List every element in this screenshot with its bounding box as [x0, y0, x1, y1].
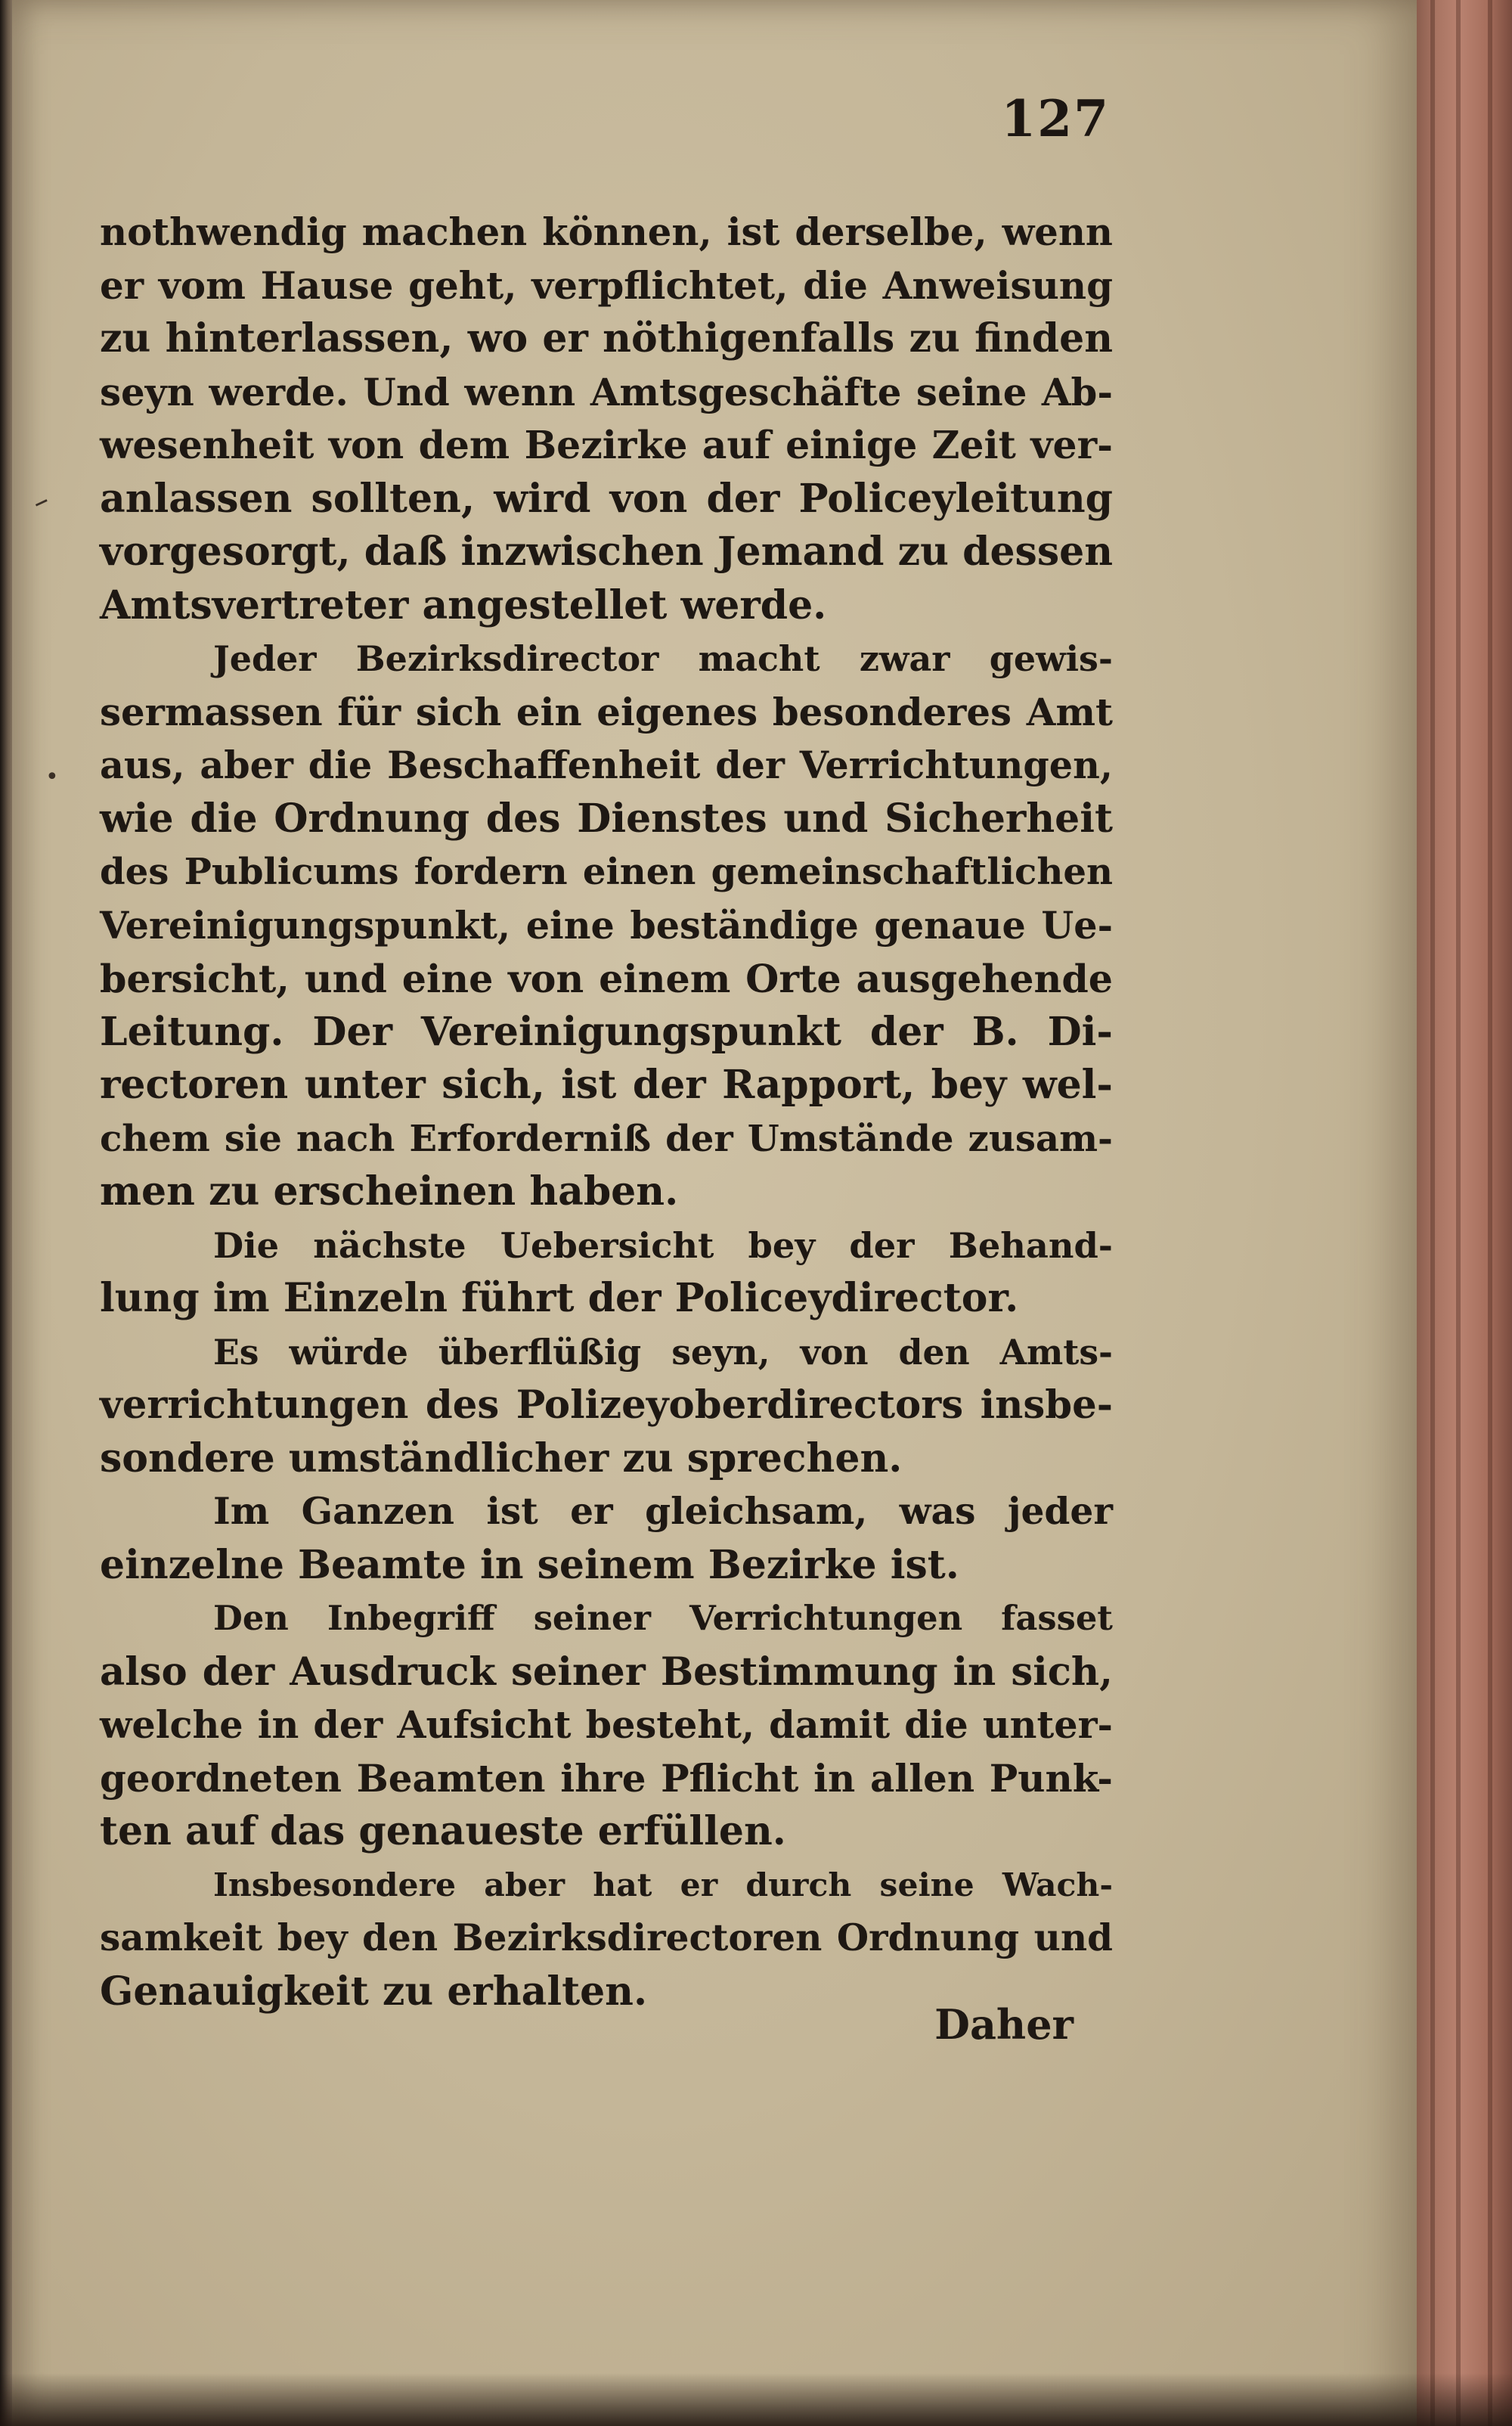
text-line: Insbesondere aber hat er durch seine Wach-	[213, 1866, 1113, 1904]
text-line: sondere umständlicher zu sprechen.	[100, 1435, 903, 1481]
text-line: ten auf das genaueste erfüllen.	[100, 1808, 786, 1854]
text-line: zu hinterlassen, wo er nöthigenfalls zu finden	[100, 315, 1113, 361]
text-line: Die nächste Uebersicht bey der Behand-	[213, 1224, 1113, 1266]
text-line: einzelne Beamte in seinem Bezirke ist.	[100, 1541, 959, 1588]
book-spine-edge	[1417, 0, 1512, 2426]
text-line: rectoren unter sich, ist der Rapport, bey wel-	[100, 1062, 1113, 1108]
spine-stripe	[1488, 0, 1492, 2426]
text-line: des Publicums fordern einen gemeinschaftlichen	[100, 851, 1113, 893]
margin-dot-mark: •	[45, 764, 59, 790]
text-line: Amtsvertreter angestellet werde.	[100, 582, 827, 628]
text-line: bersicht, und eine von einem Orte ausgehende	[100, 956, 1113, 1001]
bottom-shadow	[0, 2373, 1512, 2426]
text-line: men zu erscheinen haben.	[100, 1168, 679, 1215]
text-line: wesenheit von dem Bezirke auf einige Zeit ver-	[100, 423, 1113, 467]
text-line: Im Ganzen ist er gleichsam, was jeder	[213, 1490, 1113, 1533]
text-line: sermassen für sich ein eigenes besonderes Amt	[100, 689, 1113, 734]
text-line: also der Ausdruck seiner Bestimmung in sich,	[100, 1649, 1113, 1695]
text-line: anlassen sollten, wird von der Policeyleitung	[100, 475, 1113, 522]
text-line: Jeder Bezirksdirector macht zwar gewis-	[213, 638, 1113, 679]
text-line: vorgesorgt, daß inzwischen Jemand zu dessen	[100, 529, 1113, 575]
text-line: aus, aber die Beschaffenheit der Verrichtungen,	[100, 743, 1113, 787]
text-line: Genauigkeit zu erhalten.	[100, 1968, 648, 2015]
text-line: verrichtungen des Polizeyoberdirectors insbe-	[100, 1382, 1113, 1428]
page-number: 127	[1001, 89, 1110, 148]
text-line: chem sie nach Erforderniß der Umstände zusam-	[100, 1117, 1113, 1160]
text-line: Es würde überflüßig seyn, von den Amts-	[213, 1331, 1113, 1373]
text-line: geordneten Beamten ihre Pflicht in allen Punk-	[100, 1755, 1113, 1801]
text-line: nothwendig machen können, ist derselbe, wenn	[100, 209, 1113, 254]
body-text	[100, 206, 1113, 2018]
text-line: Leitung. Der Vereinigungspunkt der B. Di-	[100, 1008, 1113, 1055]
text-line: seyn werde. Und wenn Amtsgeschäfte seine Ab-	[100, 369, 1113, 414]
spine-stripe	[1456, 0, 1461, 2426]
text-line: er vom Hause geht, verpflichtet, die Anweisung	[100, 262, 1113, 308]
text-line: Den Inbegriff seiner Verrichtungen fasset	[213, 1598, 1113, 1638]
text-line: welche in der Aufsicht besteht, damit die unter-	[100, 1703, 1113, 1747]
spine-stripe	[1430, 0, 1435, 2426]
text-line: wie die Ordnung des Dienstes und Sicherheit	[100, 795, 1113, 842]
text-line: Vereinigungspunkt, eine beständige genaue Ue-	[100, 903, 1113, 948]
margin-tick-mark: –	[26, 482, 55, 521]
text-line: lung im Einzeln führt der Policeydirector.	[100, 1275, 1019, 1321]
text-line: samkeit bey den Bezirksdirectoren Ordnung und	[100, 1916, 1113, 1959]
catchword: Daher	[934, 2000, 1074, 2049]
